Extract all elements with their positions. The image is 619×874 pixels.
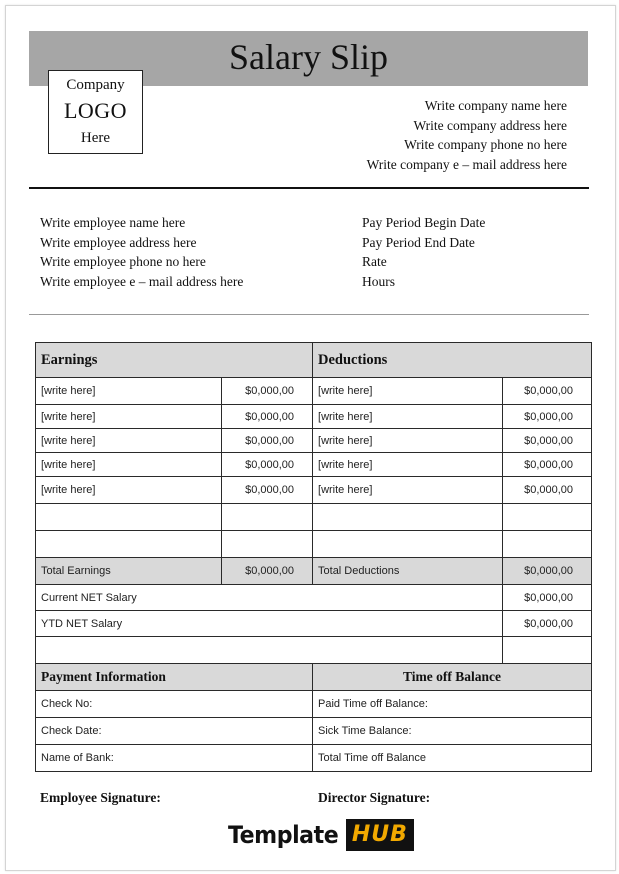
earning-amount[interactable]: $0,000,00 <box>222 405 313 429</box>
header-divider <box>29 187 589 189</box>
logo-line-company: Company <box>66 77 125 93</box>
empty-cell[interactable] <box>36 637 503 664</box>
company-email: Write company e – mail address here <box>366 157 567 173</box>
brand-text: Template <box>228 821 339 849</box>
current-net-amount[interactable]: $0,000,00 <box>503 585 592 611</box>
empty-cell[interactable] <box>36 531 222 558</box>
deduction-amount[interactable]: $0,000,00 <box>503 378 592 405</box>
deduction-item[interactable]: [write here] <box>313 405 503 429</box>
deduction-item[interactable]: [write here] <box>313 429 503 453</box>
table-row <box>36 429 592 453</box>
current-net-row <box>36 585 592 611</box>
logo-line-logo: LOGO <box>63 98 128 123</box>
earning-item[interactable]: [write here] <box>36 378 222 405</box>
total-earnings-amount[interactable]: $0,000,00 <box>222 558 313 585</box>
info-row <box>36 691 592 718</box>
deduction-item[interactable]: [write here] <box>313 453 503 477</box>
deduction-amount[interactable]: $0,000,00 <box>503 429 592 453</box>
templatehub-logo <box>228 818 414 852</box>
earnings-header: Earnings <box>36 343 313 378</box>
director-signature-label: Director Signature: <box>318 790 431 805</box>
employee-phone: Write employee phone no here <box>40 254 206 270</box>
info-row <box>36 718 592 745</box>
document-title: Salary Slip <box>229 37 388 77</box>
total-deductions-label: Total Deductions <box>313 558 503 585</box>
totals-row <box>36 558 592 585</box>
info-row <box>36 745 592 772</box>
earning-item[interactable]: [write here] <box>36 453 222 477</box>
table-header-row <box>36 343 592 378</box>
pay-period-end: Pay Period End Date <box>362 234 475 250</box>
empty-row <box>36 504 592 531</box>
total-time-off-field[interactable]: Total Time off Balance <box>313 745 592 772</box>
earning-amount[interactable]: $0,000,00 <box>222 453 313 477</box>
total-earnings-label: Total Earnings <box>36 558 222 585</box>
deductions-header: Deductions <box>313 343 592 378</box>
ytd-net-amount[interactable]: $0,000,00 <box>503 611 592 637</box>
pay-rate: Rate <box>362 254 387 270</box>
section-header-row <box>36 664 592 691</box>
earning-item[interactable]: [write here] <box>36 477 222 504</box>
time-off-header: Time off Balance <box>313 664 592 691</box>
empty-cell[interactable] <box>36 504 222 531</box>
deduction-amount[interactable]: $0,000,00 <box>503 405 592 429</box>
table-row <box>36 405 592 429</box>
employee-info <box>40 213 243 292</box>
pay-hours: Hours <box>362 274 395 290</box>
empty-cell[interactable] <box>503 504 592 531</box>
empty-cell[interactable] <box>313 531 503 558</box>
check-no-field[interactable]: Check No: <box>36 691 313 718</box>
employee-email: Write employee e – mail address here <box>40 274 244 290</box>
total-deductions-amount[interactable]: $0,000,00 <box>503 558 592 585</box>
pay-period-info <box>362 213 485 292</box>
empty-row <box>36 637 592 664</box>
bank-name-field[interactable]: Name of Bank: <box>36 745 313 772</box>
deduction-item[interactable]: [write here] <box>313 378 503 405</box>
pay-period-begin: Pay Period Begin Date <box>362 215 486 230</box>
earning-amount[interactable]: $0,000,00 <box>222 378 313 405</box>
empty-cell[interactable] <box>222 531 313 558</box>
brand-accent: HUB <box>346 819 414 851</box>
deduction-amount[interactable]: $0,000,00 <box>503 477 592 504</box>
employee-address: Write employee address here <box>40 234 197 250</box>
company-logo-placeholder <box>48 70 143 154</box>
company-name: Write company name here <box>424 98 567 113</box>
sick-time-field[interactable]: Sick Time Balance: <box>313 718 592 745</box>
earning-amount[interactable]: $0,000,00 <box>222 477 313 504</box>
employee-signature-label: Employee Signature: <box>40 790 161 805</box>
empty-cell[interactable] <box>222 504 313 531</box>
current-net-label: Current NET Salary <box>36 585 503 611</box>
info-divider <box>29 314 589 315</box>
paid-time-off-field[interactable]: Paid Time off Balance: <box>313 691 592 718</box>
earning-amount[interactable]: $0,000,00 <box>222 429 313 453</box>
empty-cell[interactable] <box>313 504 503 531</box>
table-row <box>36 453 592 477</box>
company-address: Write company address here <box>413 117 567 133</box>
ytd-net-row <box>36 611 592 637</box>
logo-line-here: Here <box>80 130 111 146</box>
deduction-amount[interactable]: $0,000,00 <box>503 453 592 477</box>
empty-cell[interactable] <box>503 637 592 664</box>
deduction-item[interactable]: [write here] <box>313 477 503 504</box>
salary-table <box>35 342 592 772</box>
table-row <box>36 378 592 405</box>
empty-cell[interactable] <box>503 531 592 558</box>
payment-info-header: Payment Information <box>36 664 313 691</box>
company-info <box>367 96 567 175</box>
check-date-field[interactable]: Check Date: <box>36 718 313 745</box>
company-phone: Write company phone no here <box>404 137 567 153</box>
earning-item[interactable]: [write here] <box>36 429 222 453</box>
earning-item[interactable]: [write here] <box>36 405 222 429</box>
ytd-net-label: YTD NET Salary <box>36 611 503 637</box>
employee-name: Write employee name here <box>40 215 186 230</box>
table-row <box>36 477 592 504</box>
empty-row <box>36 531 592 558</box>
